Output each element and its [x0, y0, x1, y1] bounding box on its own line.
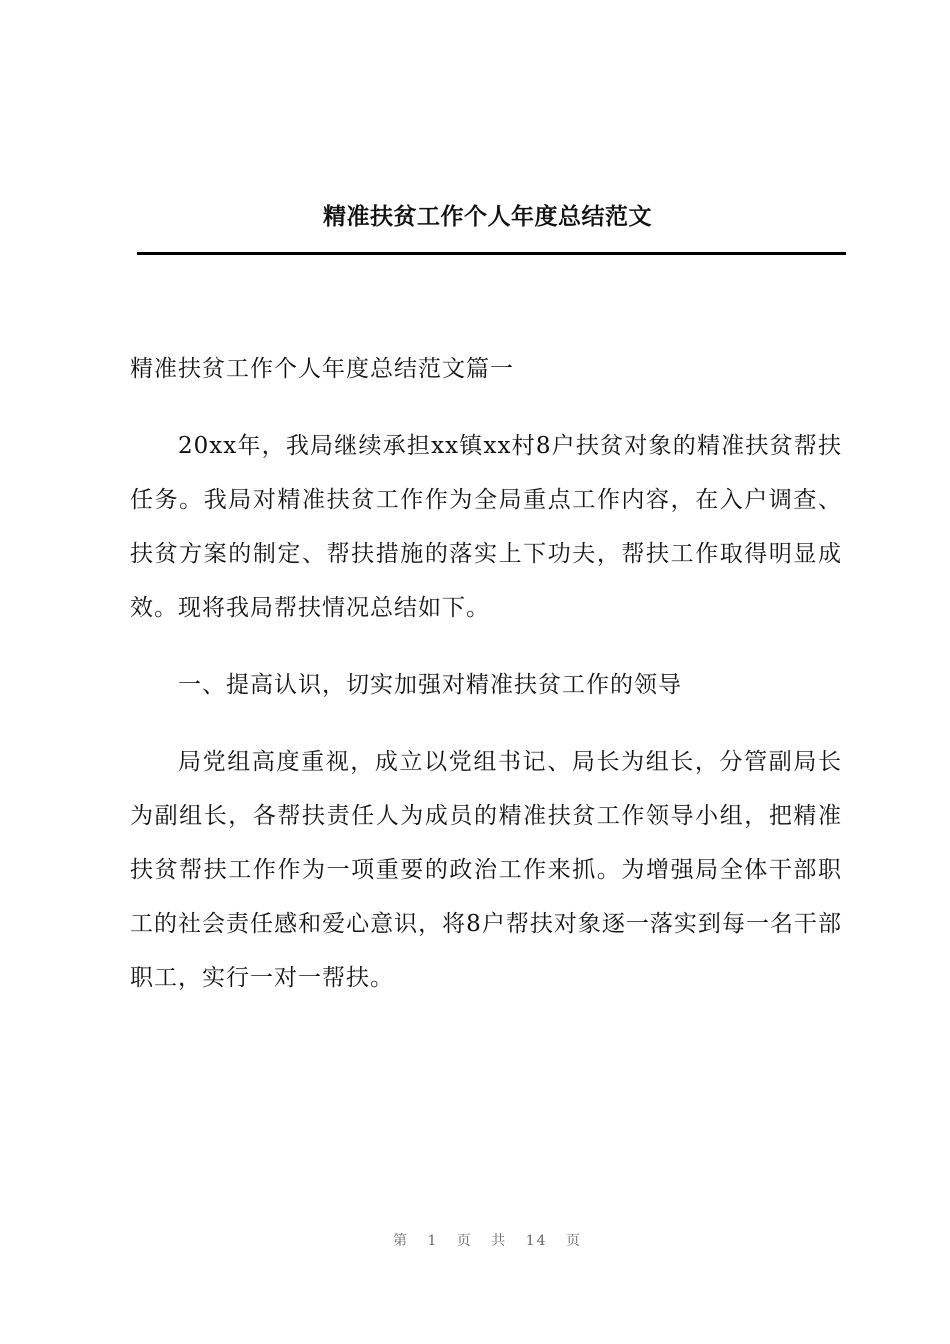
title-underline: [137, 252, 846, 255]
section-heading: 精准扶贫工作个人年度总结范文篇一: [130, 356, 514, 382]
document-body: [130, 342, 842, 1028]
document-title: 精准扶贫工作个人年度总结范文: [323, 203, 652, 230]
paragraph-leadership: 局党组高度重视，成立以党组书记、局长为组长，分管副局长为副组长，各帮扶责任人为成员的精准扶贫工作领导小组，把精准扶贫帮扶工作作为一项重要的政治工作来抓。为增强局全体干部职工的社会责任感和爱心意识，将8户帮扶对象逐一落实到每一名干部职工，实行一对一帮扶。: [130, 749, 842, 991]
paragraph-subheading: 一、提高认识，切实加强对精准扶贫工作的领导: [178, 672, 682, 698]
paragraph-intro: 20xx年，我局继续承担xx镇xx村8户扶贫对象的精准扶贫帮扶任务。我局对精准扶贫工作作为全局重点工作内容，在入户调查、扶贫方案的制定、帮扶措施的落实上下功夫，帮扶工作取得明显成效。现将我局帮扶情况总结如下。: [130, 433, 842, 621]
page-number-footer: 第 1 页 共 14 页: [393, 1233, 582, 1249]
